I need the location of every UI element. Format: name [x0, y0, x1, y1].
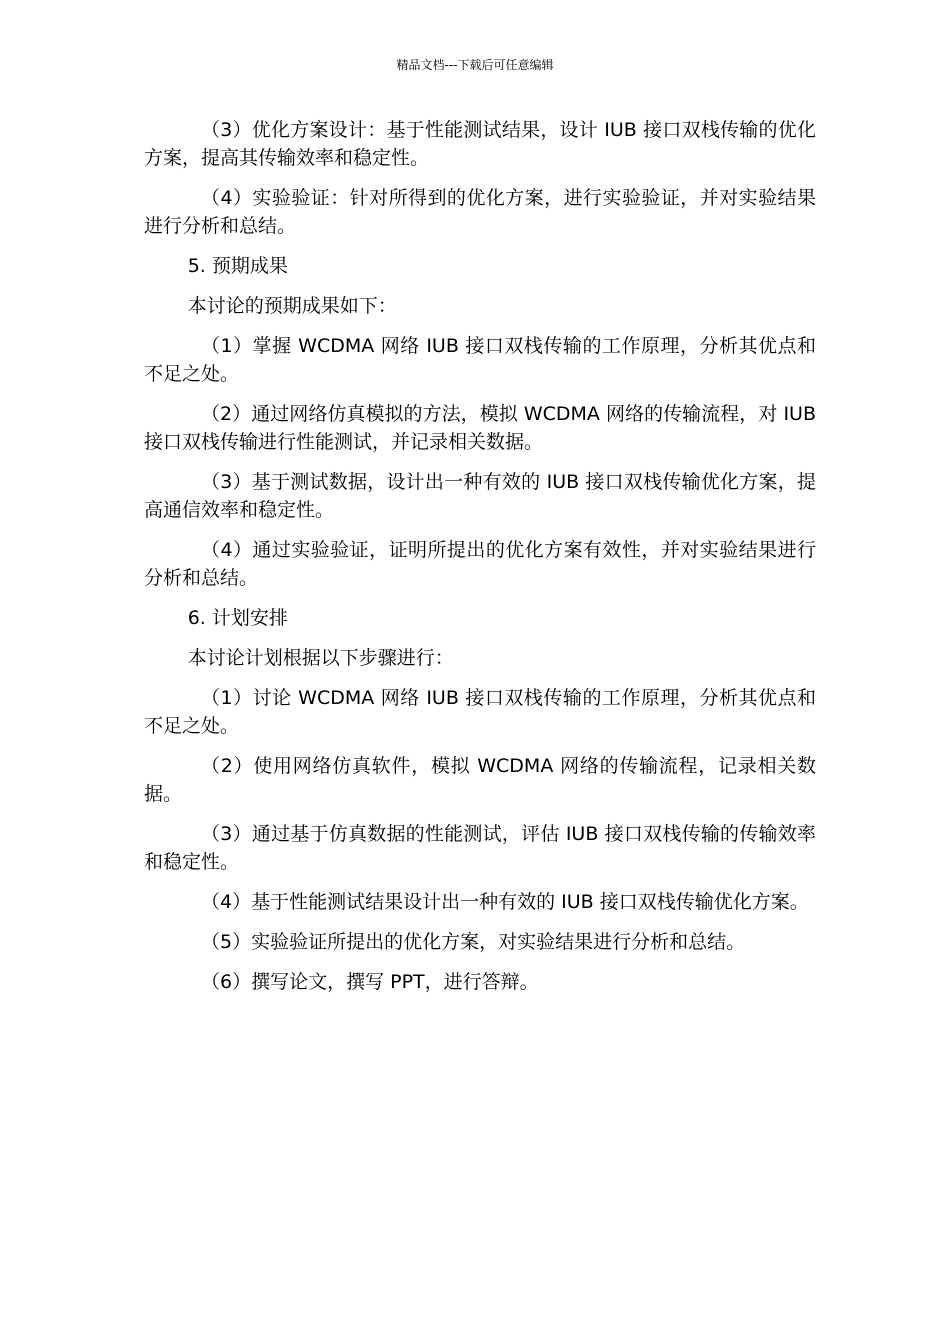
list-item-experiment-verification: （4）实验验证：针对所得到的优化方案，进行实验验证，并对实验结果进行分析和总结。 — [144, 187, 816, 237]
section-intro-plan: 本讨论计划根据以下步骤进行： — [187, 647, 454, 669]
document-body — [144, 116, 816, 1008]
page-header: 精品文档---下载后可任意编辑 — [396, 58, 554, 72]
list-item-result-4: （4）通过实验验证，证明所提出的优化方案有效性，并对实验结果进行分析和总结。 — [144, 539, 816, 589]
list-item-result-2: （2）通过网络仿真模拟的方法，模拟 WCDMA 网络的传输流程，对 IUB 接口双栈传输进行性能测试，并记录相关数据。 — [144, 403, 816, 453]
list-item-plan-5: （5）实验验证所提出的优化方案，对实验结果进行分析和总结。 — [201, 931, 746, 953]
list-item-result-3: （3）基于测试数据，设计出一种有效的 IUB 接口双栈传输优化方案，提高通信效率和稳定性。 — [144, 471, 816, 521]
list-item-result-1: （1）掌握 WCDMA 网络 IUB 接口双栈传输的工作原理，分析其优点和不足之处。 — [144, 335, 816, 385]
list-item-plan-2: （2）使用网络仿真软件，模拟 WCDMA 网络的传输流程，记录相关数据。 — [144, 755, 816, 805]
list-item-plan-4: （4）基于性能测试结果设计出一种有效的 IUB 接口双栈传输优化方案。 — [201, 891, 809, 913]
list-item-plan-1: （1）讨论 WCDMA 网络 IUB 接口双栈传输的工作原理，分析其优点和不足之处。 — [144, 687, 816, 737]
section-intro-expected-results: 本讨论的预期成果如下： — [187, 295, 397, 317]
section-heading-plan: 6. 计划安排 — [187, 607, 288, 629]
section-heading-expected-results: 5. 预期成果 — [187, 255, 288, 277]
list-item-optimization-design: （3）优化方案设计：基于性能测试结果，设计 IUB 接口双栈传输的优化方案，提高其传输效率和稳定性。 — [144, 119, 816, 169]
list-item-plan-6: （6）撰写论文，撰写 PPT，进行答辩。 — [201, 971, 539, 993]
list-item-plan-3: （3）通过基于仿真数据的性能测试，评估 IUB 接口双栈传输的传输效率和稳定性。 — [144, 823, 816, 873]
